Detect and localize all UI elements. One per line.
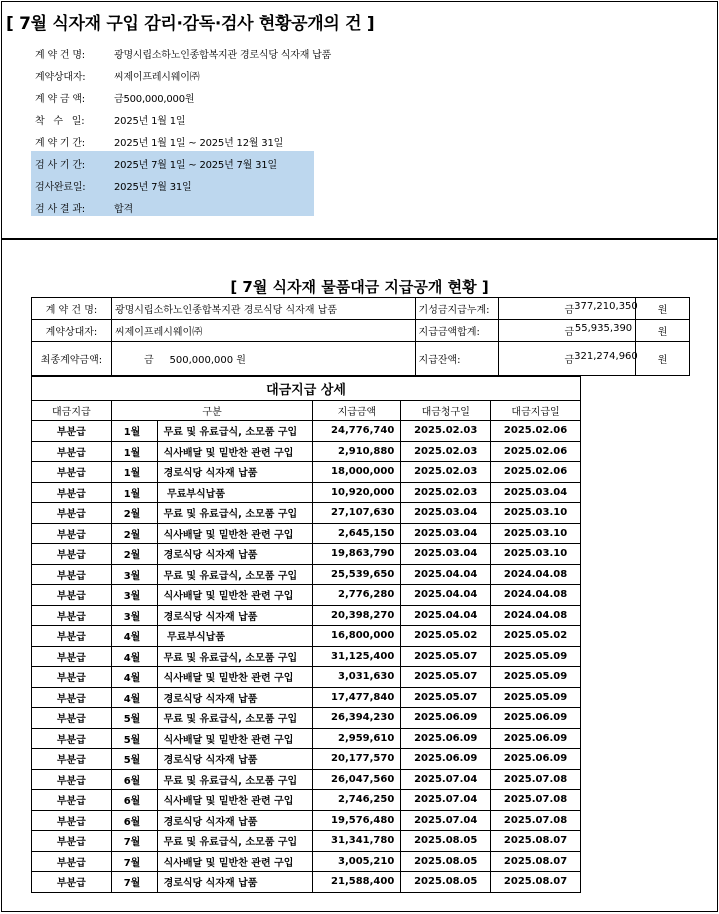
row-month: 1월 <box>111 441 157 462</box>
row-type: 부분급 <box>32 810 112 831</box>
row-item: 식사배달 및 밑반찬 관련 구입 <box>157 851 313 872</box>
row-paid-date: 2025.03.04 <box>491 482 581 503</box>
row-month: 3월 <box>111 564 157 585</box>
row-amount: 10,920,000 <box>313 482 401 503</box>
row-claim-date: 2025.08.05 <box>401 831 491 852</box>
table-row <box>32 585 581 606</box>
row-amount: 26,394,230 <box>313 708 401 729</box>
row-type: 부분급 <box>32 646 112 667</box>
row-paid-date: 2025.05.02 <box>491 626 581 647</box>
row-type: 부분급 <box>32 667 112 688</box>
row-item: 무료부식납품 <box>157 482 313 503</box>
row-type: 부분급 <box>32 790 112 811</box>
row-type: 부분급 <box>32 872 112 893</box>
row-claim-date: 2025.03.04 <box>401 503 491 524</box>
row-item: 식사배달 및 밑반찬 관련 구입 <box>157 728 313 749</box>
row-item: 식사배달 및 밑반찬 관련 구입 <box>157 585 313 606</box>
row-claim-date: 2025.06.09 <box>401 708 491 729</box>
summary-balance-unit: 원 <box>636 342 690 376</box>
summary-balance: 321,274,960 <box>574 351 638 362</box>
row-amount: 27,107,630 <box>313 503 401 524</box>
payment-summary-table <box>31 297 690 376</box>
inspection-complete-value: 2025년 7월 31일 <box>114 182 192 193</box>
table-row <box>32 462 581 483</box>
row-month: 7월 <box>111 831 157 852</box>
row-claim-date: 2025.04.04 <box>401 564 491 585</box>
row-claim-date: 2025.07.04 <box>401 790 491 811</box>
row-paid-date: 2025.05.09 <box>491 646 581 667</box>
page-title: [ 7월 식자재 구입 감리·감독·검사 현황공개의 건 ] <box>6 14 375 34</box>
row-amount: 31,341,780 <box>313 831 401 852</box>
table-row <box>32 421 581 442</box>
row-month: 2월 <box>111 523 157 544</box>
row-paid-date: 2025.08.07 <box>491 872 581 893</box>
row-month: 1월 <box>111 482 157 503</box>
row-month: 2월 <box>111 544 157 565</box>
row-item: 무료 및 유료급식, 소모품 구입 <box>157 564 313 585</box>
row-month: 7월 <box>111 872 157 893</box>
summary-contract-name-label: 계 약 건 명: <box>32 298 112 320</box>
row-month: 1월 <box>111 421 157 442</box>
summary-contractor: 씨제이프레시웨이㈜ <box>111 320 415 342</box>
contract-amount-label: 계 약 금 액: <box>35 94 85 105</box>
table-row <box>32 626 581 647</box>
inspection-result-label: 검 사 결 과: <box>35 204 85 215</box>
summary-row <box>32 342 690 376</box>
summary-paid-total-cell <box>499 298 636 320</box>
row-claim-date: 2025.05.07 <box>401 667 491 688</box>
detail-body <box>32 421 581 893</box>
row-amount: 31,125,400 <box>313 646 401 667</box>
row-month: 6월 <box>111 769 157 790</box>
row-month: 6월 <box>111 790 157 811</box>
summary-paid-sum-label: 지급금액합계: <box>415 320 499 342</box>
summary-row <box>32 320 690 342</box>
row-month: 6월 <box>111 810 157 831</box>
row-claim-date: 2025.02.03 <box>401 482 491 503</box>
summary-paid-sum-prefix: 금 <box>564 327 575 338</box>
table-row <box>32 749 581 770</box>
row-claim-date: 2025.05.02 <box>401 626 491 647</box>
summary-balance-cell <box>499 342 636 376</box>
row-paid-date: 2025.06.09 <box>491 708 581 729</box>
row-item: 경로식당 식자재 납품 <box>157 544 313 565</box>
row-type: 부분급 <box>32 769 112 790</box>
row-claim-date: 2025.08.05 <box>401 851 491 872</box>
column-header-type: 대금지급 <box>32 401 112 421</box>
row-amount: 2,645,150 <box>313 523 401 544</box>
contract-name-value: 광명시립소하노인종합복지관 경로식당 식자재 납품 <box>114 50 332 61</box>
row-paid-date: 2025.08.07 <box>491 851 581 872</box>
column-header-amount: 지급금액 <box>313 401 401 421</box>
summary-paid-total-label: 기성금지급누계: <box>415 298 499 320</box>
contract-period-value: 2025년 1월 1일 ~ 2025년 12월 31일 <box>114 138 284 149</box>
row-amount: 3,031,630 <box>313 667 401 688</box>
row-paid-date: 2025.02.06 <box>491 421 581 442</box>
row-claim-date: 2025.03.04 <box>401 544 491 565</box>
summary-paid-sum-unit: 원 <box>636 320 690 342</box>
row-amount: 24,776,740 <box>313 421 401 442</box>
row-month: 5월 <box>111 749 157 770</box>
row-month: 5월 <box>111 728 157 749</box>
row-item: 무료 및 유료급식, 소모품 구입 <box>157 708 313 729</box>
table-row <box>32 687 581 708</box>
inspection-period-value: 2025년 7월 1일 ~ 2025년 7월 31일 <box>114 160 277 171</box>
summary-contractor-label: 계약상대자: <box>32 320 112 342</box>
detail-section-title: 대금지급 상세 <box>32 377 581 401</box>
row-claim-date: 2025.05.07 <box>401 646 491 667</box>
row-month: 4월 <box>111 626 157 647</box>
row-claim-date: 2025.05.07 <box>401 687 491 708</box>
row-paid-date: 2025.03.10 <box>491 544 581 565</box>
row-paid-date: 2024.04.08 <box>491 605 581 626</box>
table-row <box>32 605 581 626</box>
inspection-result-value: 합격 <box>114 204 133 215</box>
row-type: 부분급 <box>32 605 112 626</box>
table-row <box>32 728 581 749</box>
row-item: 무료 및 유료급식, 소모품 구입 <box>157 421 313 442</box>
summary-paid-total-unit: 원 <box>636 298 690 320</box>
detail-header-row <box>32 401 581 421</box>
column-header-claim-date: 대금청구일 <box>401 401 491 421</box>
table-row <box>32 872 581 893</box>
table-row <box>32 523 581 544</box>
row-item: 무료 및 유료급식, 소모품 구입 <box>157 503 313 524</box>
row-paid-date: 2024.04.08 <box>491 564 581 585</box>
row-paid-date: 2025.05.09 <box>491 667 581 688</box>
payment-title: [ 7월 식자재 물품대금 지급공개 현황 ] <box>230 278 489 296</box>
payment-detail-table <box>31 376 581 893</box>
start-date-value: 2025년 1월 1일 <box>114 116 186 127</box>
row-type: 부분급 <box>32 831 112 852</box>
row-claim-date: 2025.02.03 <box>401 462 491 483</box>
contractor-label: 계약상대자: <box>35 72 86 83</box>
row-amount: 2,959,610 <box>313 728 401 749</box>
row-type: 부분급 <box>32 523 112 544</box>
row-month: 7월 <box>111 851 157 872</box>
summary-balance-prefix: 금 <box>564 355 575 366</box>
row-amount: 20,398,270 <box>313 605 401 626</box>
row-claim-date: 2025.07.04 <box>401 810 491 831</box>
inspection-period-label: 검 사 기 간: <box>35 160 85 171</box>
table-row <box>32 544 581 565</box>
row-type: 부분급 <box>32 441 112 462</box>
contract-name-label: 계 약 건 명: <box>35 50 85 61</box>
row-item: 식사배달 및 밑반찬 관련 구입 <box>157 523 313 544</box>
table-row <box>32 769 581 790</box>
row-claim-date: 2025.02.03 <box>401 441 491 462</box>
row-claim-date: 2025.04.04 <box>401 585 491 606</box>
row-item: 경로식당 식자재 납품 <box>157 872 313 893</box>
summary-paid-sum: 55,935,390 <box>574 323 633 334</box>
row-paid-date: 2025.06.09 <box>491 749 581 770</box>
row-type: 부분급 <box>32 421 112 442</box>
row-item: 무료부식납품 <box>157 626 313 647</box>
row-item: 무료 및 유료급식, 소모품 구입 <box>157 646 313 667</box>
contractor-value: 씨제이프레시웨이㈜ <box>114 72 200 83</box>
row-amount: 25,539,650 <box>313 564 401 585</box>
row-amount: 19,863,790 <box>313 544 401 565</box>
row-paid-date: 2025.02.06 <box>491 441 581 462</box>
row-paid-date: 2025.06.09 <box>491 728 581 749</box>
summary-final-amount-label: 최종계약금액: <box>32 342 112 376</box>
row-claim-date: 2025.03.04 <box>401 523 491 544</box>
row-paid-date: 2025.05.09 <box>491 687 581 708</box>
row-type: 부분급 <box>32 708 112 729</box>
table-row <box>32 441 581 462</box>
row-paid-date: 2025.07.08 <box>491 810 581 831</box>
row-claim-date: 2025.02.03 <box>401 421 491 442</box>
row-month: 4월 <box>111 667 157 688</box>
table-row <box>32 851 581 872</box>
row-amount: 2,910,880 <box>313 441 401 462</box>
row-item: 식사배달 및 밑반찬 관련 구입 <box>157 441 313 462</box>
row-month: 5월 <box>111 708 157 729</box>
row-month: 3월 <box>111 585 157 606</box>
inspection-complete-label: 검사완료일: <box>35 182 86 193</box>
row-amount: 18,000,000 <box>313 462 401 483</box>
row-item: 식사배달 및 밑반찬 관련 구입 <box>157 667 313 688</box>
row-claim-date: 2025.06.09 <box>401 728 491 749</box>
table-row <box>32 503 581 524</box>
start-date-label: 착 수 일: <box>35 116 85 127</box>
table-row <box>32 790 581 811</box>
table-row <box>32 482 581 503</box>
row-item: 경로식당 식자재 납품 <box>157 810 313 831</box>
table-row <box>32 646 581 667</box>
table-row <box>32 831 581 852</box>
row-amount: 16,800,000 <box>313 626 401 647</box>
row-month: 4월 <box>111 646 157 667</box>
row-item: 경로식당 식자재 납품 <box>157 462 313 483</box>
row-type: 부분급 <box>32 482 112 503</box>
column-header-category: 구분 <box>111 401 313 421</box>
table-row <box>32 708 581 729</box>
table-row <box>32 564 581 585</box>
row-paid-date: 2025.03.10 <box>491 523 581 544</box>
contract-amount-value: 금500,000,000원 <box>114 94 195 105</box>
row-amount: 26,047,560 <box>313 769 401 790</box>
table-row <box>32 667 581 688</box>
row-amount: 2,746,250 <box>313 790 401 811</box>
row-type: 부분급 <box>32 462 112 483</box>
row-month: 1월 <box>111 462 157 483</box>
row-amount: 3,005,210 <box>313 851 401 872</box>
summary-paid-sum-cell <box>499 320 636 342</box>
row-type: 부분급 <box>32 626 112 647</box>
row-type: 부분급 <box>32 564 112 585</box>
row-claim-date: 2025.08.05 <box>401 872 491 893</box>
row-type: 부분급 <box>32 687 112 708</box>
row-paid-date: 2025.07.08 <box>491 769 581 790</box>
row-amount: 19,576,480 <box>313 810 401 831</box>
row-type: 부분급 <box>32 728 112 749</box>
row-amount: 20,177,570 <box>313 749 401 770</box>
row-item: 식사배달 및 밑반찬 관련 구입 <box>157 790 313 811</box>
row-month: 2월 <box>111 503 157 524</box>
summary-paid-total: 377,210,350 <box>574 301 638 312</box>
row-item: 경로식당 식자재 납품 <box>157 749 313 770</box>
column-header-paid-date: 대금지급일 <box>491 401 581 421</box>
summary-final-amount: 금 500,000,000 원 <box>111 342 415 376</box>
summary-contract-name: 광명시립소하노인종합복지관 경로식당 식자재 납품 <box>111 298 415 320</box>
row-item: 경로식당 식자재 납품 <box>157 687 313 708</box>
row-type: 부분급 <box>32 585 112 606</box>
contract-period-label: 계 약 기 간: <box>35 138 85 149</box>
row-item: 무료 및 유료급식, 소모품 구입 <box>157 769 313 790</box>
row-month: 4월 <box>111 687 157 708</box>
row-amount: 2,776,280 <box>313 585 401 606</box>
row-claim-date: 2025.06.09 <box>401 749 491 770</box>
row-paid-date: 2025.08.07 <box>491 831 581 852</box>
row-type: 부분급 <box>32 749 112 770</box>
row-item: 경로식당 식자재 납품 <box>157 605 313 626</box>
row-claim-date: 2025.07.04 <box>401 769 491 790</box>
row-claim-date: 2025.04.04 <box>401 605 491 626</box>
summary-row <box>32 298 690 320</box>
row-type: 부분급 <box>32 503 112 524</box>
row-paid-date: 2025.02.06 <box>491 462 581 483</box>
row-amount: 17,477,840 <box>313 687 401 708</box>
row-amount: 21,588,400 <box>313 872 401 893</box>
row-item: 무료 및 유료급식, 소모품 구입 <box>157 831 313 852</box>
row-type: 부분급 <box>32 851 112 872</box>
row-paid-date: 2024.04.08 <box>491 585 581 606</box>
summary-paid-total-prefix: 금 <box>564 305 575 316</box>
row-type: 부분급 <box>32 544 112 565</box>
row-paid-date: 2025.07.08 <box>491 790 581 811</box>
row-month: 3월 <box>111 605 157 626</box>
summary-balance-label: 지급잔액: <box>415 342 499 376</box>
row-paid-date: 2025.03.10 <box>491 503 581 524</box>
table-row <box>32 810 581 831</box>
